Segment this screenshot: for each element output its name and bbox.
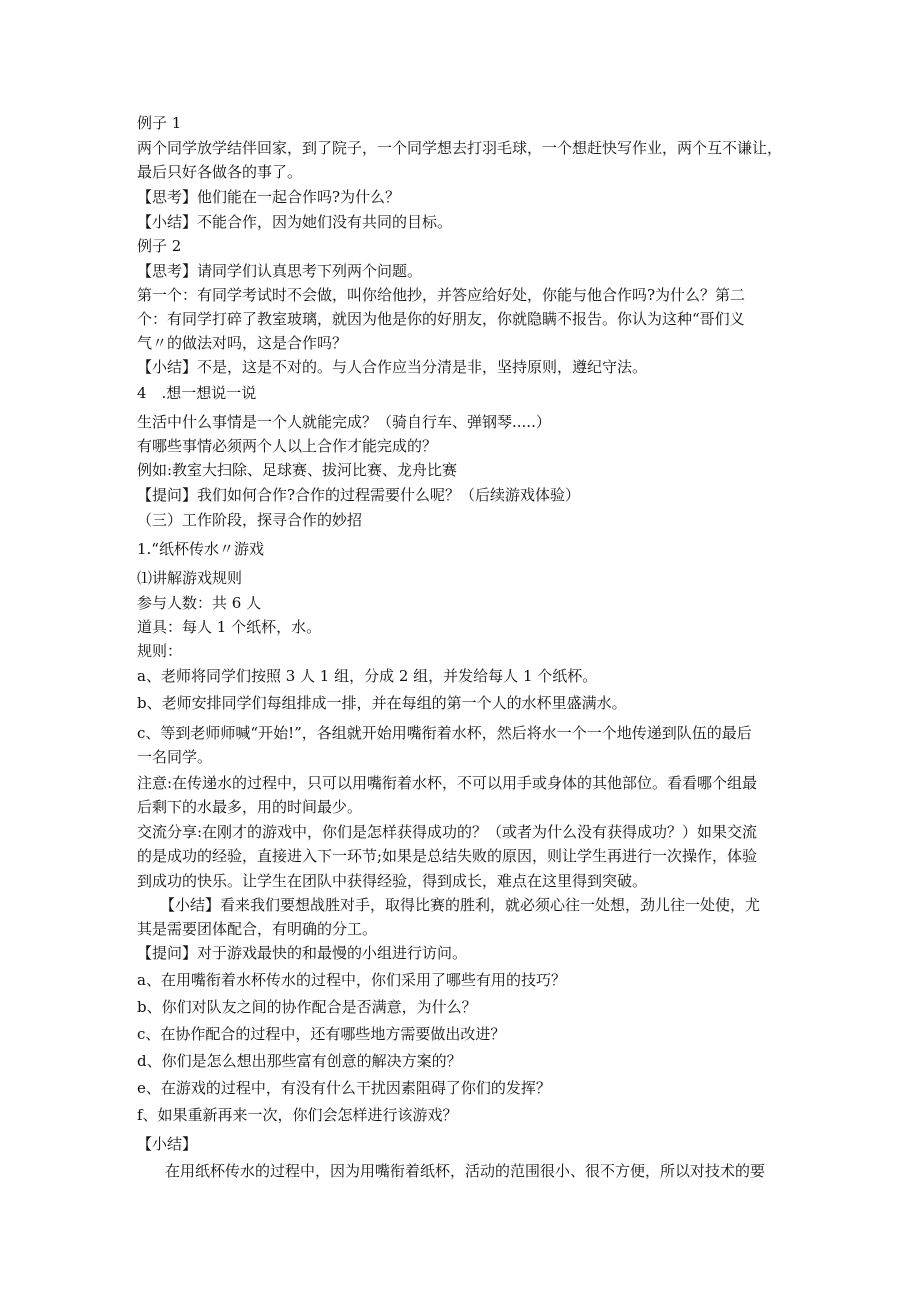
think-line: 【思考】请同学们认真思考下列两个问题。 <box>137 262 423 280</box>
question-f: f、如果重新再来一次，你们会怎样进行该游戏？ <box>137 1106 458 1124</box>
paragraph-line: 到成功的快乐。让学生在团队中获得经验，得到成长，难点在这里得到突破。 <box>137 872 648 890</box>
props-line: 道具：每人 1 个纸杯，水。 <box>137 618 322 636</box>
paragraph-line: 后剩下的水最多，用的时间最少。 <box>137 798 363 816</box>
summary-line: 【小结】不是，这是不对的。与人合作应当分清是非，坚持原则，遵纪守法。 <box>137 358 648 376</box>
sharing-line: 交流分享:在刚才的游戏中，你们是怎样获得成功的？（或者为什么没有获得成功？）如果交流 <box>137 823 758 841</box>
question-line: 【提问】对于游戏最快的和最慢的小组进行访问。 <box>137 944 468 962</box>
question-line: 【提问】我们如何合作?合作的过程需要什么呢？（后续游戏体验） <box>137 486 581 504</box>
paragraph-line: 的是成功的经验，直接进入下一环节;如果是总结失败的原因，则让学生再进行一次操作，体验 <box>137 847 758 865</box>
paragraph-line: 例如:教室大扫除、足球赛、拔河比赛、龙舟比赛 <box>137 461 458 479</box>
paragraph-line: 一名同学。 <box>137 748 213 766</box>
example-2-heading: 例子 2 <box>137 237 182 255</box>
question-e: e、在游戏的过程中，有没有什么干扰因素阻碍了你们的发挥？ <box>137 1079 551 1097</box>
paragraph-line: 气〃的做法对吗，这是合作吗？ <box>137 334 348 352</box>
section-4-heading: 4 .想一想说一说 <box>137 384 257 402</box>
paragraph-line: 有哪些事情必须两个人以上合作才能完成的？ <box>137 437 438 455</box>
rule-c: c、等到老师师喊“开始!”，各组就开始用嘴衔着水杯，然后将水一个一个地传递到队伍的最后 <box>137 724 752 742</box>
think-line: 【思考】他们能在一起合作吗?为什么？ <box>137 188 401 206</box>
rules-heading: ⑴讲解游戏规则 <box>137 569 243 587</box>
summary-line: 【小结】看来我们要想战胜对手，取得比赛的胜利，就必须心往一处想，劲儿往一处使，尤 <box>160 896 761 914</box>
summary-heading: 【小结】 <box>137 1135 198 1153</box>
question-a: a、在用嘴衔着水杯传水的过程中，你们采用了哪些有用的技巧？ <box>137 971 566 989</box>
question-d: d、你们是怎么想出那些富有创意的解决方案的？ <box>137 1052 462 1070</box>
paragraph-line: 在用纸杯传水的过程中，因为用嘴衔着纸杯，活动的范围很小、很不方便，所以对技术的要 <box>165 1162 766 1180</box>
example-1-heading: 例子 1 <box>137 114 182 132</box>
paragraph-line: 个：有同学打碎了教室玻璃，就因为他是你的好朋友，你就隐瞒不报告。你认为这种“哥们义 <box>137 310 745 328</box>
paragraph-line: 两个同学放学结伴回家，到了院子，一个同学想去打羽毛球，一个想赶快写作业，两个互不谦让， <box>137 139 783 157</box>
paragraph-line: 其是需要团体配合，有明确的分工。 <box>137 920 378 938</box>
question-b: b、你们对队友之间的协作配合是否满意，为什么？ <box>137 998 477 1016</box>
paragraph-line: 第一个：有同学考试时不会做，叫你给他抄，并答应给好处，你能与他合作吗?为什么？第二 <box>137 286 746 304</box>
rules-label: 规则： <box>137 642 183 660</box>
paragraph-line: 最后只好各做各的事了。 <box>137 163 303 181</box>
note-line: 注意:在传递水的过程中，只可以用嘴衔着水杯，不可以用手或身体的其他部位。看看哪个组最 <box>137 774 758 792</box>
question-c: c、在协作配合的过程中，还有哪些地方需要做出改进？ <box>137 1025 506 1043</box>
summary-line: 【小结】不能合作，因为她们没有共同的目标。 <box>137 213 453 231</box>
rule-a: a、老师将同学们按照 3 人 1 组，分成 2 组，并发给每人 1 个纸杯。 <box>137 667 598 685</box>
game-heading: 1.“纸杯传水〃游戏 <box>137 540 264 558</box>
paragraph-line: 生活中什么事情是一个人就能完成？（骑自行车、弹钢琴.....） <box>137 413 551 431</box>
rule-b: b、老师安排同学们每组排成一排，并在每组的第一个人的水杯里盛满水。 <box>137 694 627 712</box>
participants-line: 参与人数：共 6 人 <box>137 594 262 612</box>
section-3-heading: （三）工作阶段，探寻合作的妙招 <box>137 511 363 529</box>
